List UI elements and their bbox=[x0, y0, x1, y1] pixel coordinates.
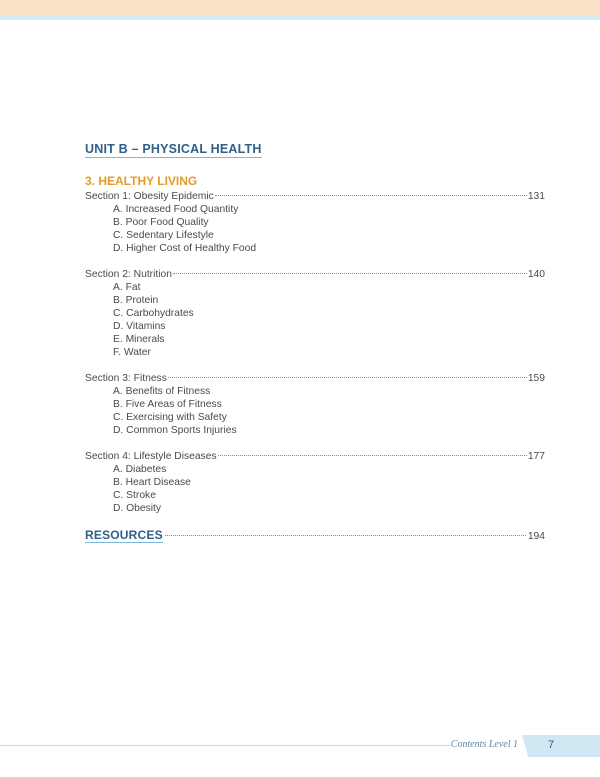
spacer bbox=[85, 359, 545, 372]
toc-entry[interactable] bbox=[85, 268, 545, 281]
toc-sub-item: B. Protein bbox=[113, 295, 159, 306]
toc-sub-item: D. Vitamins bbox=[113, 321, 166, 332]
toc-entry-label: Section 2: Nutrition bbox=[85, 269, 172, 280]
resources-page: 194 bbox=[527, 531, 545, 542]
page-number: 7 bbox=[548, 739, 555, 751]
section-4 bbox=[85, 450, 545, 515]
toc-sub-item: B. Five Areas of Fitness bbox=[113, 399, 222, 410]
table-of-contents bbox=[85, 140, 545, 542]
toc-entry[interactable] bbox=[85, 372, 545, 385]
spacer bbox=[85, 437, 545, 450]
toc-sub-item: D. Common Sports Injuries bbox=[113, 425, 237, 436]
unit-title: UNIT B – PHYSICAL HEALTH bbox=[85, 142, 262, 156]
section-3 bbox=[85, 372, 545, 437]
toc-sub-item: D. Higher Cost of Healthy Food bbox=[113, 243, 257, 254]
toc-sub-item: D. Obesity bbox=[113, 503, 162, 514]
toc-entry[interactable] bbox=[85, 190, 545, 203]
dot-leader bbox=[215, 195, 527, 196]
header-stripe bbox=[0, 15, 600, 20]
section-1 bbox=[85, 190, 545, 255]
toc-sub-item: E. Minerals bbox=[113, 334, 165, 345]
toc-sub-item: C. Sedentary Lifestyle bbox=[113, 230, 214, 241]
dot-leader bbox=[168, 377, 527, 378]
toc-entry-page: 159 bbox=[527, 373, 545, 384]
toc-sub-item: C. Stroke bbox=[113, 490, 156, 501]
resources-entry[interactable] bbox=[85, 528, 545, 542]
toc-sub-item: C. Exercising with Safety bbox=[113, 412, 227, 423]
toc-entry-label: Section 4: Lifestyle Diseases bbox=[85, 451, 217, 462]
toc-entry-page: 140 bbox=[527, 269, 545, 280]
chapter-title: 3. HEALTHY LIVING bbox=[85, 174, 198, 188]
toc-sub-item: A. Benefits of Fitness bbox=[113, 386, 211, 397]
footer-rule bbox=[0, 745, 450, 746]
toc-sub-item: A. Increased Food Quantity bbox=[113, 204, 239, 215]
header-band bbox=[0, 0, 600, 15]
spacer bbox=[85, 255, 545, 268]
toc-sub-item: F. Water bbox=[113, 347, 151, 358]
toc-entry-label: Section 3: Fitness bbox=[85, 373, 167, 384]
footer-page-tab bbox=[522, 735, 600, 757]
resources-label: RESOURCES bbox=[85, 528, 163, 542]
toc-sub-item: A. Fat bbox=[113, 282, 141, 293]
toc-entry-label: Section 1: Obesity Epidemic bbox=[85, 191, 214, 202]
toc-entry[interactable] bbox=[85, 450, 545, 463]
dot-leader bbox=[165, 535, 526, 536]
toc-sub-item: A. Diabetes bbox=[113, 464, 167, 475]
toc-sub-item: B. Poor Food Quality bbox=[113, 217, 209, 228]
toc-sub-item: C. Carbohydrates bbox=[113, 308, 194, 319]
section-2 bbox=[85, 268, 545, 359]
dot-leader bbox=[218, 455, 527, 456]
toc-entry-page: 131 bbox=[527, 191, 545, 202]
toc-entry-page: 177 bbox=[527, 451, 545, 462]
toc-sub-item: B. Heart Disease bbox=[113, 477, 191, 488]
dot-leader bbox=[173, 273, 527, 274]
footer-section-label: Contents Level 1 bbox=[450, 739, 518, 750]
